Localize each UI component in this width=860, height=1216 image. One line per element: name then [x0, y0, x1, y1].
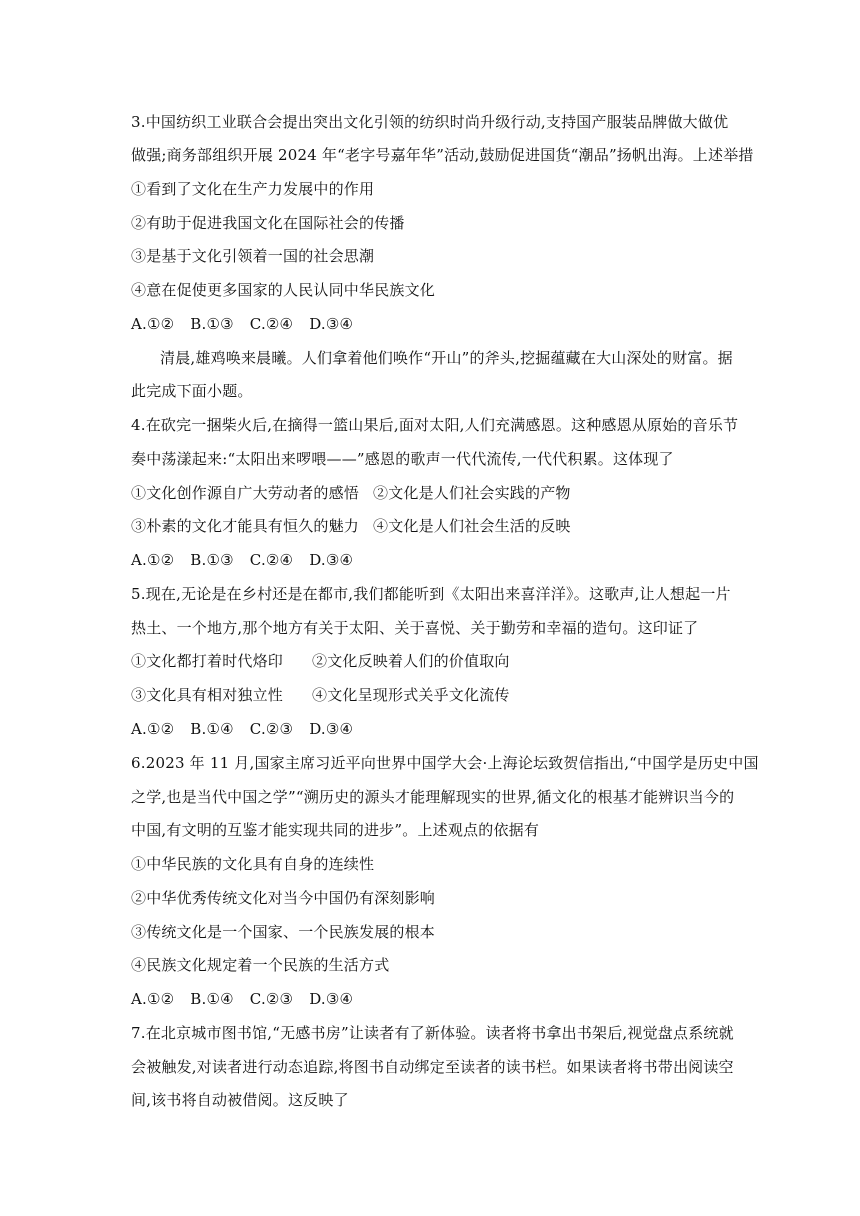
q5-option-a: A.①②	[131, 720, 175, 738]
q6-option-d: D.③④	[309, 990, 354, 1008]
q6-stem-line-3: 中国,有文明的互鉴才能实现共同的进步”。上述观点的依据有	[131, 821, 540, 839]
q3-options	[131, 314, 731, 334]
q4-option-a: A.①②	[131, 551, 175, 569]
q3-item-1: ①看到了文化在生产力发展中的作用	[131, 180, 375, 198]
q3-item-2: ②有助于促进我国文化在国际社会的传播	[131, 214, 405, 232]
q3-stem-line-2: 做强;商务部组织开展 2024 年“老字号嘉年华”活动,鼓励促进国货“潮品”扬帆出海。上述举措	[131, 146, 754, 164]
q4-item-4: ④文化是人们社会生活的反映	[373, 517, 571, 535]
q5-stem-line-1: 5.现在,无论是在乡村还是在都市,我们都能听到《太阳出来喜洋洋》。这歌声,让人想起一片	[131, 585, 731, 603]
q5-option-d: D.③④	[309, 720, 354, 738]
q7-stem-line-1: 7.在北京城市图书馆,“无感书房”让读者有了新体验。读者将书拿出书架后,视觉盘点系统就	[131, 1024, 734, 1042]
q4-stem-line-1: 4.在砍完一捆柴火后,在摘得一篮山果后,面对太阳,人们充满感恩。这种感恩从原始的音乐节	[131, 416, 739, 434]
q5-option-b: B.①④	[190, 720, 234, 738]
q5-item-2: ②文化反映着人们的价值取向	[312, 652, 510, 670]
q3-option-d: D.③④	[309, 315, 354, 333]
q6-item-1: ①中华民族的文化具有自身的连续性	[131, 855, 375, 873]
q5-options	[131, 719, 731, 739]
q3-stem-line-1: 3.中国纺织工业联合会提出突出文化引领的纺织时尚升级行动,支持国产服装品牌做大做优	[131, 113, 729, 131]
q4-option-c: C.②④	[249, 551, 294, 569]
q6-option-a: A.①②	[131, 990, 175, 1008]
q6-item-3: ③传统文化是一个国家、一个民族发展的根本	[131, 923, 436, 941]
q6-item-2: ②中华优秀传统文化对当今中国仍有深刻影响	[131, 889, 436, 907]
q6-option-c: C.②③	[249, 990, 294, 1008]
q3-item-4: ④意在促使更多国家的人民认同中华民族文化	[131, 281, 436, 299]
q4-stem-line-2: 奏中荡漾起来:“太阳出来啰喂——”感恩的歌声一代代流传,一代代积累。这体现了	[131, 450, 674, 468]
q4-items-row-2	[131, 516, 731, 536]
q7-stem-line-2: 会被触发,对读者进行动态追踪,将图书自动绑定至读者的读书栏。如果读者将书带出阅读空	[131, 1058, 734, 1076]
q6-stem-line-1: 6.2023 年 11 月,国家主席习近平向世界中国学大会·上海论坛致贺信指出,“中国学是历史中国	[131, 754, 759, 772]
q4-option-b: B.①③	[190, 551, 234, 569]
q5-items-row-2	[131, 685, 731, 705]
q7-stem-line-3: 间,该书将自动被借阅。这反映了	[131, 1091, 349, 1109]
q5-option-c: C.②③	[249, 720, 294, 738]
q4-item-2: ②文化是人们社会实践的产物	[373, 484, 571, 502]
q4-options	[131, 550, 731, 570]
q4-items-row-1	[131, 483, 731, 503]
q5-items-row-1	[131, 651, 731, 671]
q4-item-3: ③朴素的文化才能具有恒久的魅力	[131, 517, 360, 535]
q3-item-3: ③是基于文化引领着一国的社会思潮	[131, 247, 375, 265]
q4-option-d: D.③④	[309, 551, 354, 569]
q3-option-a: A.①②	[131, 315, 175, 333]
q6-options	[131, 989, 731, 1009]
passage-line-1: 清晨,雄鸡唤来晨曦。人们拿着他们唤作“开山”的斧头,挖掘蕴藏在大山深处的财富。据	[160, 349, 733, 367]
passage-line-2: 此完成下面小题。	[131, 382, 253, 400]
q5-stem-line-2: 热土、一个地方,那个地方有关于太阳、关于喜悦、关于勤劳和幸福的造句。这印证了	[131, 619, 699, 637]
q4-item-1: ①文化创作源自广大劳动者的感悟	[131, 484, 360, 502]
q3-option-b: B.①③	[190, 315, 234, 333]
q3-option-c: C.②④	[249, 315, 294, 333]
q5-item-1: ①文化都打着时代烙印	[131, 652, 284, 670]
q6-option-b: B.①④	[190, 990, 234, 1008]
q6-item-4: ④民族文化规定着一个民族的生活方式	[131, 956, 390, 974]
q5-item-3: ③文化具有相对独立性	[131, 686, 284, 704]
q6-stem-line-2: 之学,也是当代中国之学”“溯历史的源头才能理解现实的世界,循文化的根基才能辨识当今的	[131, 788, 735, 806]
q5-item-4: ④文化呈现形式关乎文化流传	[312, 686, 510, 704]
